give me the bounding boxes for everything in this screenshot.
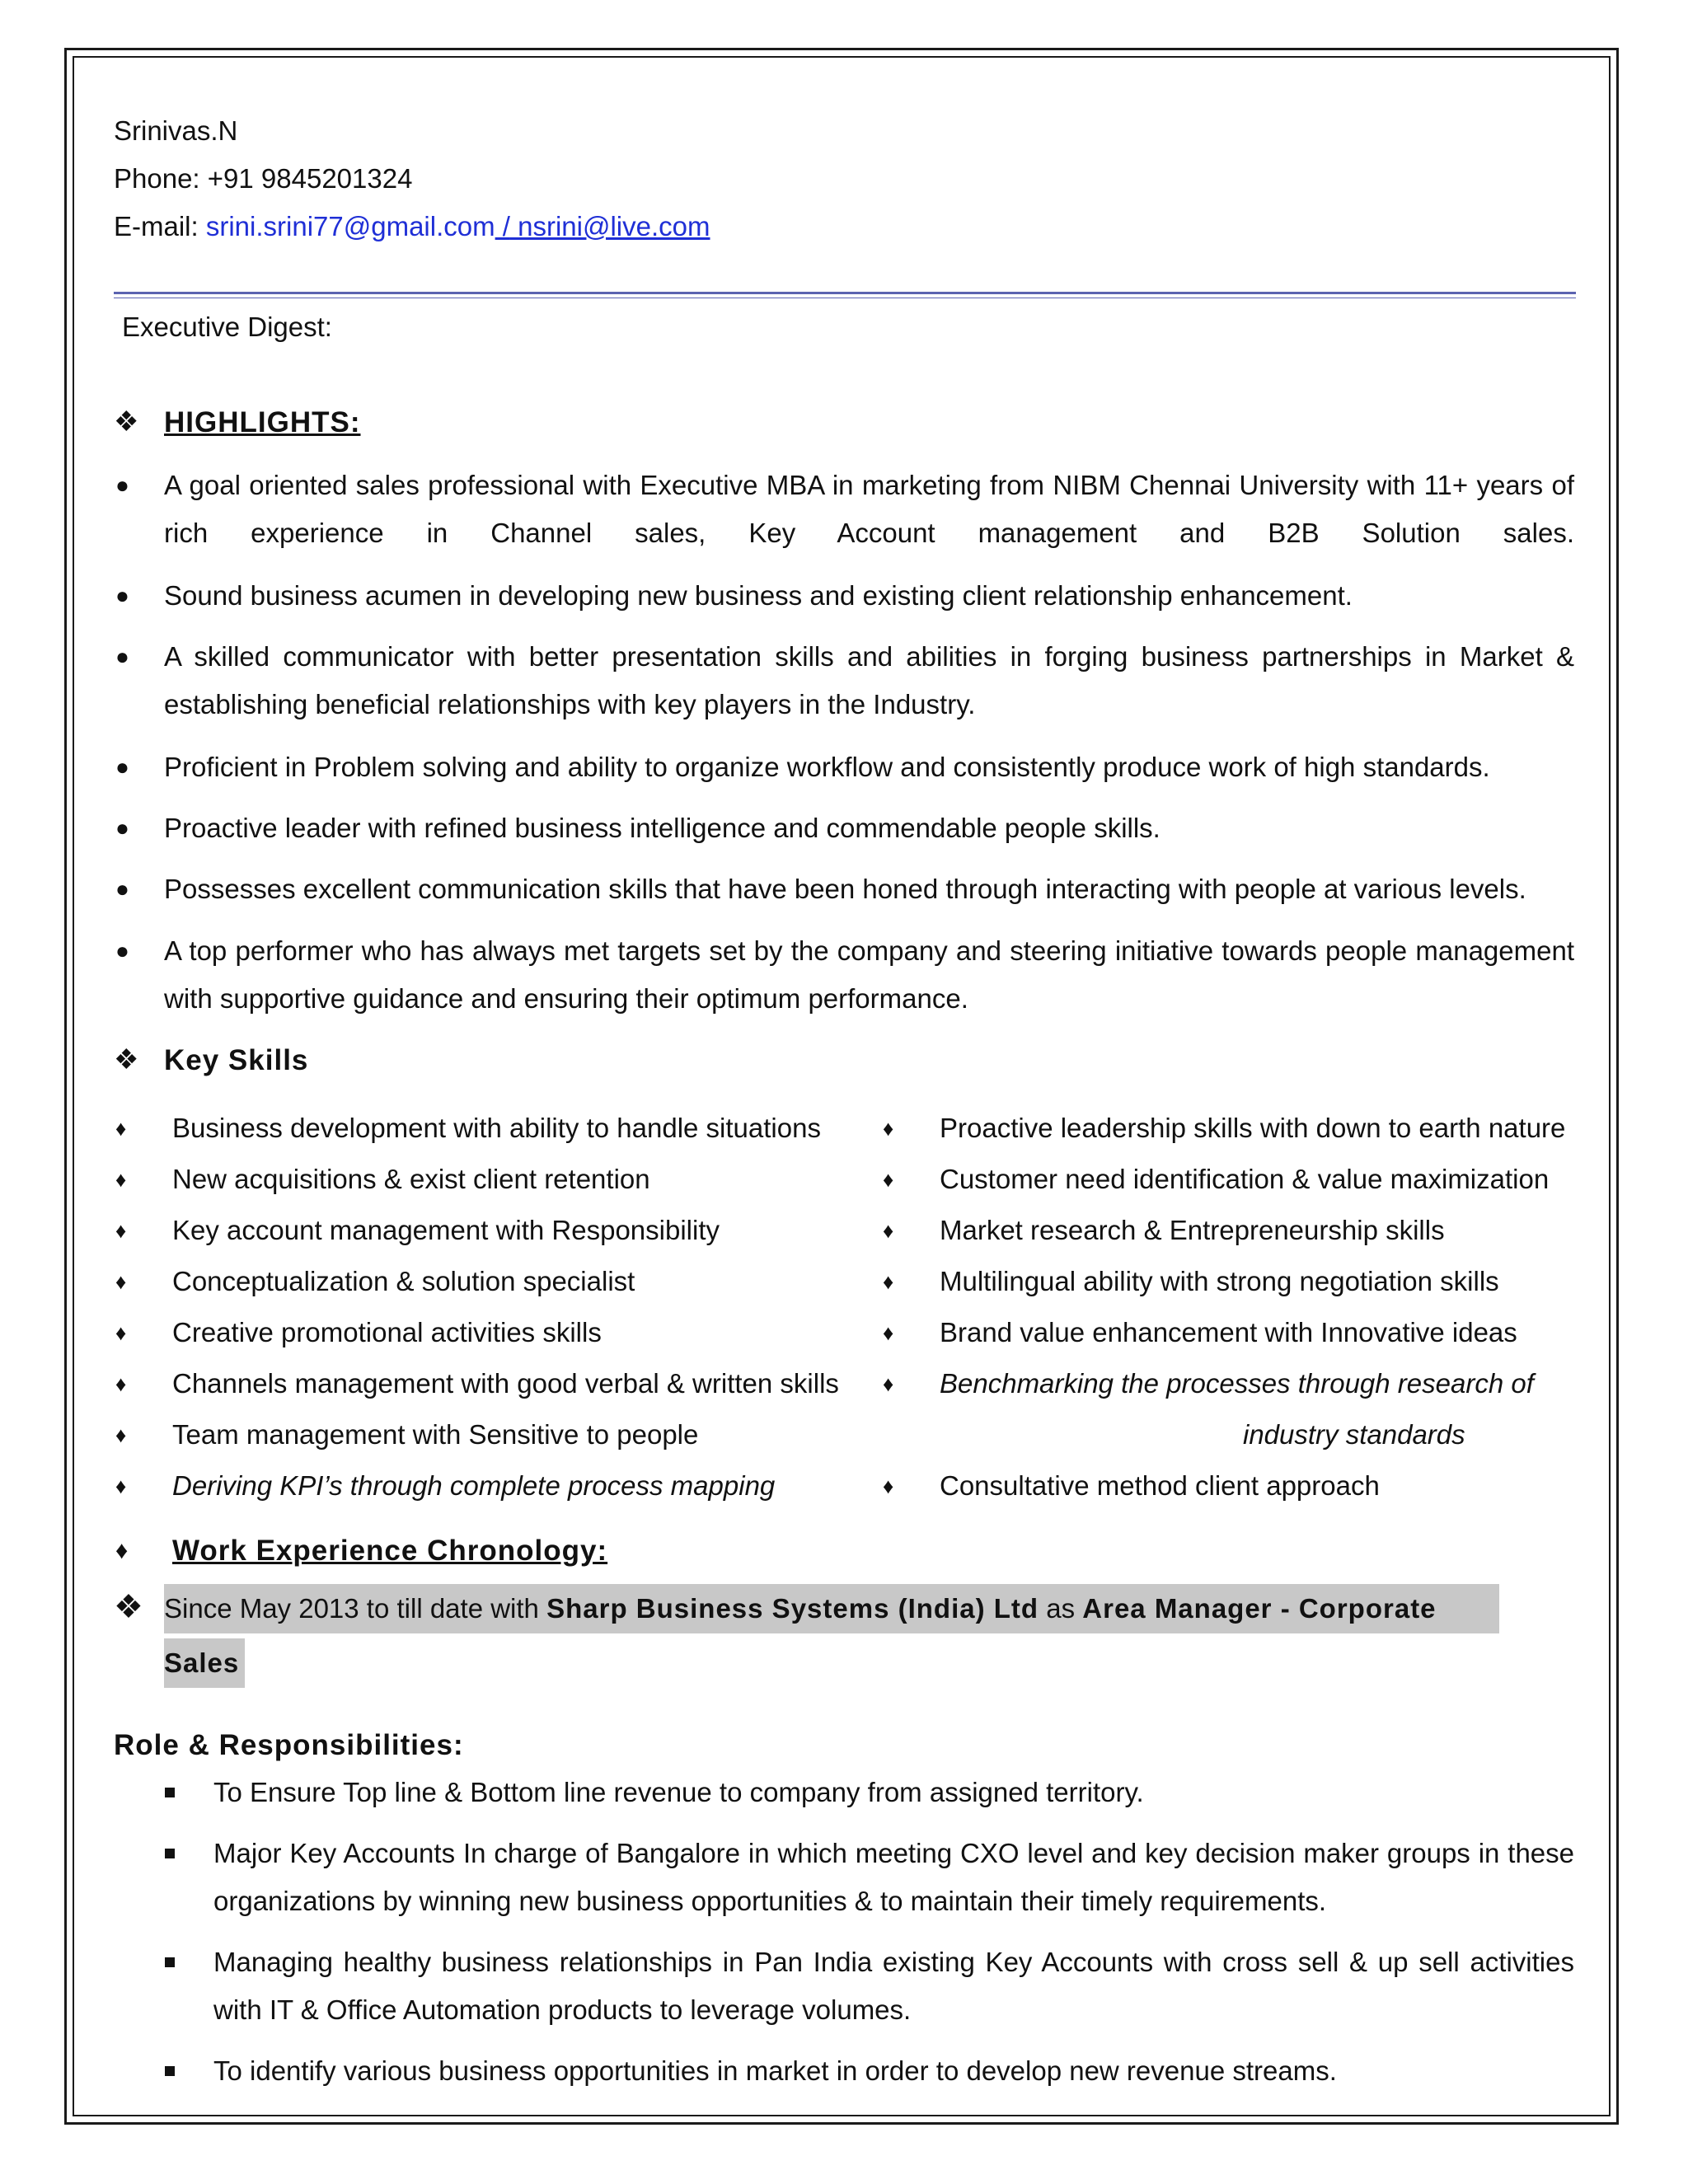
responsibility-item: Managing healthy business relationships in Pan India existing Key Accounts with cross sell & up sell activities with IT & Office Automation products to leverage volumes. — [213, 1947, 1574, 2025]
skill-item: Key account management with Responsibility — [172, 1215, 720, 1245]
as-word: as — [1039, 1593, 1083, 1624]
responsibility-item: Major Key Accounts In charge of Bangalore in which meeting CXO level and key decision maker groups in these organizations by winning new business opportunities & to maintain their timely requirements. — [213, 1838, 1574, 1916]
round-bullet-icon: ● — [115, 644, 129, 669]
round-bullet-icon: ● — [115, 815, 129, 841]
skill-item: New acquisitions & exist client retention — [172, 1164, 650, 1194]
highlight-item: A top performer who has always met targets set by the company and steering initiative towards people management with supportive guidance and ensuring their optimum performance. — [164, 935, 1574, 1014]
skill-item: Channels management with good verbal & written skills — [172, 1368, 839, 1399]
responsibility-item: To identify various business opportunities in market in order to develop new revenue streams. — [213, 2055, 1337, 2086]
diamond-bullet-icon: ♦ — [883, 1474, 894, 1498]
highlight-item — [164, 462, 1574, 548]
email-label: E-mail: — [114, 211, 206, 241]
square-bullet-icon — [165, 1788, 175, 1797]
email-primary-link[interactable]: srini.srini77@gmail.com — [205, 211, 495, 241]
highlight-item: Sound business acumen in developing new business and existing client relationship enhancement. — [164, 580, 1353, 611]
skill-item-continuation: industry standards — [1243, 1419, 1465, 1450]
four-diamond-icon: ❖ — [114, 1044, 139, 1076]
highlight-item: Proficient in Problem solving and ability to organize workflow and consistently produce work of high standards. — [164, 752, 1490, 782]
highlight-item: Possesses excellent communication skills that have been honed through interacting with people at various levels. — [164, 874, 1526, 904]
round-bullet-icon: ● — [115, 938, 129, 963]
four-diamond-icon: ❖ — [114, 406, 139, 438]
email-row — [114, 211, 710, 242]
round-bullet-icon: ● — [115, 583, 129, 608]
diamond-bullet-icon: ♦ — [883, 1218, 894, 1243]
skill-item: Consultative method client approach — [940, 1470, 1380, 1501]
round-bullet-icon: ● — [115, 472, 129, 498]
diamond-bullet-icon: ♦ — [115, 1474, 127, 1498]
square-bullet-icon — [165, 1849, 175, 1858]
email-separator: / — [495, 211, 510, 241]
highlight-item: A skilled communicator with better presentation skills and abilities in forging business partnerships in Market & establishing beneficial relationships with key players in the Industry. — [164, 641, 1574, 719]
skill-item: Brand value enhancement with Innovative ideas — [940, 1317, 1517, 1347]
skill-item: Market research & Entrepreneurship skills — [940, 1215, 1445, 1245]
role-title-continuation: Sales — [164, 1647, 240, 1678]
skill-item: Deriving KPI’s through complete process mapping — [172, 1470, 776, 1501]
diamond-bullet-icon: ♦ — [115, 1537, 129, 1564]
diamond-bullet-icon: ♦ — [115, 1371, 127, 1396]
job-title-line — [164, 1592, 1437, 1625]
responsibilities-heading: Role & Responsibilities: — [114, 1729, 464, 1761]
skill-item: Proactive leadership skills with down to earth nature — [940, 1113, 1566, 1143]
diamond-bullet-icon: ♦ — [883, 1167, 894, 1192]
skill-item: Multilingual ability with strong negotiation skills — [940, 1266, 1499, 1296]
diamond-bullet-icon: ♦ — [883, 1116, 894, 1141]
email-secondary-link[interactable]: nsrini@live.com — [509, 211, 710, 241]
candidate-name: Srinivas.N — [114, 115, 238, 146]
skill-item: Business development with ability to handle situations — [172, 1113, 821, 1143]
four-diamond-icon: ❖ — [114, 1589, 143, 1625]
work-experience-heading: Work Experience Chronology: — [172, 1535, 608, 1567]
diamond-bullet-icon: ♦ — [115, 1116, 127, 1141]
square-bullet-icon — [165, 2066, 175, 2076]
company-name: Sharp Business Systems (India) Ltd — [546, 1593, 1039, 1624]
skill-item: Conceptualization & solution specialist — [172, 1266, 635, 1296]
key-skills-heading: Key Skills — [164, 1044, 309, 1076]
highlight-item: Proactive leader with refined business intelligence and commendable people skills. — [164, 813, 1160, 843]
highlight-text: A goal oriented sales professional with Executive MBA in marketing from NIBM Chennai University with 11+ years of rich experience in Channel sales, Key Account management and B2B Solution sales. — [164, 470, 1574, 548]
header-divider — [114, 292, 1576, 294]
skill-item: Customer need identification & value maximization — [940, 1164, 1550, 1194]
square-bullet-icon — [165, 1957, 175, 1967]
diamond-bullet-icon: ♦ — [883, 1320, 894, 1345]
diamond-bullet-icon: ♦ — [115, 1422, 127, 1447]
role-title: Area Manager - Corporate — [1082, 1593, 1437, 1624]
executive-digest-label: Executive Digest: — [122, 312, 332, 342]
diamond-bullet-icon: ♦ — [115, 1218, 127, 1243]
responsibility-item: To Ensure Top line & Bottom line revenue to company from assigned territory. — [213, 1777, 1144, 1807]
diamond-bullet-icon: ♦ — [115, 1167, 127, 1192]
phone-number: Phone: +91 9845201324 — [114, 163, 413, 194]
diamond-bullet-icon: ♦ — [883, 1371, 894, 1396]
skill-item: Creative promotional activities skills — [172, 1317, 602, 1347]
diamond-bullet-icon: ♦ — [115, 1269, 127, 1294]
diamond-bullet-icon: ♦ — [883, 1269, 894, 1294]
round-bullet-icon: ● — [115, 754, 129, 780]
skill-item: Benchmarking the processes through research of — [940, 1368, 1534, 1399]
diamond-bullet-icon: ♦ — [115, 1320, 127, 1345]
highlights-heading: HIGHLIGHTS: — [164, 406, 361, 438]
job-prefix: Since May 2013 to till date with — [164, 1593, 547, 1624]
skill-item: Team management with Sensitive to people — [172, 1419, 699, 1450]
round-bullet-icon: ● — [115, 876, 129, 902]
